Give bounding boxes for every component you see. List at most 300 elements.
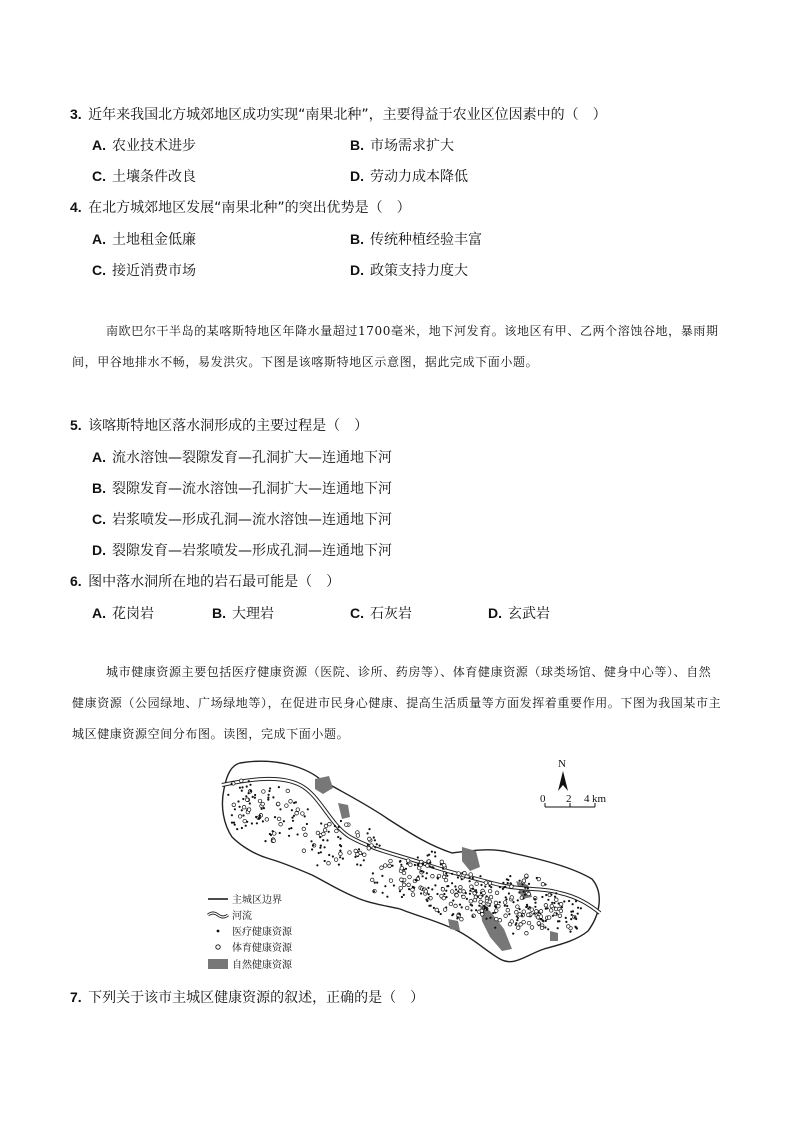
resource-dot [479, 895, 483, 899]
resource-dot [291, 809, 293, 811]
resource-dot [498, 918, 502, 922]
resource-dot [324, 846, 326, 848]
option-a[interactable]: A. 花岗岩 [92, 605, 154, 622]
resource-dot [470, 904, 472, 906]
option-b[interactable]: B. 裂隙发育—流水溶蚀—孔洞扩大—连通地下河 [92, 480, 392, 497]
resource-dot [454, 904, 458, 908]
resource-dot [534, 906, 536, 908]
resource-dot [469, 873, 473, 877]
resource-dot [259, 815, 261, 817]
resource-dot [262, 790, 266, 794]
resource-dot [388, 864, 392, 868]
resource-dot [241, 809, 243, 811]
resource-dot [372, 872, 374, 874]
resource-dot [490, 886, 492, 888]
resource-dot [262, 820, 264, 822]
resource-dot [279, 832, 281, 834]
resource-dot [322, 832, 326, 836]
resource-dot [374, 846, 376, 848]
resource-dot [472, 888, 474, 890]
resource-dot [421, 863, 423, 865]
resource-dot [460, 917, 464, 921]
resource-dot [557, 927, 559, 929]
resource-dot [233, 822, 235, 824]
resource-dot [457, 891, 459, 893]
resource-dot [478, 905, 480, 907]
resource-dot [515, 924, 517, 926]
resource-dot [475, 882, 479, 886]
resource-dot [261, 808, 263, 810]
resource-dot [400, 864, 402, 866]
resource-dot [506, 878, 508, 880]
resource-dot [545, 920, 547, 922]
resource-dot [436, 893, 438, 895]
resource-dot [356, 834, 360, 838]
resource-dot [442, 868, 444, 870]
resource-dot [549, 909, 553, 913]
resource-dot [462, 895, 466, 899]
resource-dot [455, 889, 457, 891]
option-a[interactable]: A. 流水溶蚀—裂隙发育—孔洞扩大—连通地下河 [92, 449, 392, 466]
question-stem: 图中落水洞所在地的岩石最可能是（ ） [88, 574, 341, 590]
resource-dot [580, 907, 582, 909]
resource-dot [422, 875, 424, 877]
resource-dot [413, 887, 415, 889]
resource-dot [426, 864, 430, 868]
question-number: 7. [70, 989, 82, 1005]
resource-dot [401, 896, 403, 898]
resource-dot [547, 928, 549, 930]
resource-dot [231, 783, 233, 785]
resource-dot [318, 852, 320, 854]
resource-dot [449, 902, 453, 906]
resource-dot [363, 859, 365, 861]
resource-dot [480, 909, 484, 913]
resource-dot [465, 906, 469, 910]
resource-dot [429, 862, 431, 864]
resource-dot [486, 895, 488, 897]
resource-dot [319, 836, 321, 838]
resource-dot [517, 899, 519, 901]
resource-dot [454, 885, 456, 887]
resource-dot [338, 864, 340, 866]
question-3 [70, 104, 607, 124]
resource-dot [261, 802, 265, 806]
option-d[interactable]: D. 政策支持力度大 [350, 262, 468, 279]
resource-dot [469, 890, 471, 892]
resource-dot [516, 905, 520, 909]
resource-dot [441, 888, 445, 892]
resource-dot [428, 897, 430, 899]
resource-dot [251, 822, 253, 824]
resource-dot [367, 844, 369, 846]
resource-dot [469, 880, 471, 882]
resource-dot [324, 824, 328, 828]
resource-dot [306, 823, 308, 825]
resource-dot [425, 877, 427, 879]
resource-dot [488, 881, 492, 885]
resource-dot [445, 896, 447, 898]
resource-dot [534, 902, 536, 904]
resource-dot [231, 814, 233, 816]
resource-dot [339, 856, 341, 858]
resource-dot [539, 915, 543, 919]
question-number: 4. [70, 199, 82, 215]
resource-dot [272, 796, 274, 798]
resource-dot [416, 879, 418, 881]
resource-dot [499, 901, 501, 903]
resource-dot [526, 904, 528, 906]
resource-dot [380, 866, 384, 870]
resource-dot [265, 818, 269, 822]
resource-dot [285, 804, 289, 808]
resource-dot [304, 815, 306, 817]
resource-dot [438, 911, 440, 913]
resource-dot [457, 876, 459, 878]
resource-dot [434, 851, 436, 853]
resource-dot [475, 891, 477, 893]
resource-dot [512, 933, 514, 935]
resource-dot [434, 884, 436, 886]
scale-2: 2 [566, 793, 572, 805]
resource-dot [292, 820, 294, 822]
resource-dot [376, 882, 378, 884]
resource-dot [249, 802, 251, 804]
resource-dot [320, 822, 322, 824]
resource-dot [488, 889, 492, 893]
resource-dot [429, 865, 431, 867]
resource-dot [368, 828, 370, 830]
resource-dot [529, 906, 531, 908]
option-b[interactable]: B. 大理岩 [212, 605, 274, 622]
resource-dot [293, 815, 295, 817]
resource-dot [399, 890, 401, 892]
legend-natural: 自然健康资源 [232, 960, 292, 971]
resource-dot [241, 827, 243, 829]
resource-dot [254, 797, 256, 799]
resource-dot [539, 910, 543, 914]
resource-dot [567, 925, 571, 929]
resource-dot [550, 894, 552, 896]
resource-dot [242, 798, 244, 800]
resource-dot [523, 891, 525, 893]
option-c[interactable]: C. 土壤条件改良 [92, 168, 196, 185]
resource-dot [323, 828, 327, 832]
resource-dot [495, 909, 499, 913]
resource-dot [267, 797, 269, 799]
resource-dot [302, 827, 306, 831]
resource-dot [442, 875, 446, 879]
question-stem: 近年来我国北方城郊地区成功实现“南果北种”，主要得益于农业区位因素中的（ ） [88, 107, 607, 123]
resource-dot [246, 785, 248, 787]
resource-dot [324, 860, 326, 862]
resource-dot [469, 877, 471, 879]
resource-dot [456, 917, 458, 919]
resource-dot [504, 905, 506, 907]
resource-dot [426, 872, 428, 874]
resource-dot [461, 906, 463, 908]
resource-dot [241, 786, 243, 788]
resource-dot [512, 901, 514, 903]
resource-dot [534, 898, 536, 900]
resource-dot [437, 877, 439, 879]
resource-dot [452, 899, 454, 901]
resource-dot [475, 889, 477, 891]
resource-dot [516, 915, 518, 917]
resource-dot [259, 817, 261, 819]
resource-dot [499, 886, 501, 888]
resource-dot [354, 856, 356, 858]
resource-dot [295, 811, 299, 815]
resource-dot [547, 907, 549, 909]
question-6 [70, 571, 340, 591]
option-c[interactable]: C. 石灰岩 [350, 605, 412, 622]
scale-4: 4 [584, 793, 590, 805]
resource-dot [495, 917, 499, 921]
resource-dot [310, 840, 312, 842]
resource-dot [484, 885, 486, 887]
resource-dot [328, 822, 332, 826]
resource-dot [442, 896, 446, 900]
resource-dot [327, 861, 331, 865]
resource-dot [540, 918, 542, 920]
resource-dot [558, 914, 562, 918]
resource-dot [556, 913, 558, 915]
resource-dot [525, 931, 529, 935]
resource-dot [288, 828, 290, 830]
resource-dot [497, 904, 501, 908]
resource-dot [469, 893, 471, 895]
resource-dot [237, 800, 239, 802]
resource-dot [246, 821, 248, 823]
health-resource-map [200, 755, 620, 980]
option-b[interactable]: B. 市场需求扩大 [350, 137, 454, 154]
legend-medical: 医疗健康资源 [232, 927, 292, 938]
resource-dot [264, 840, 266, 842]
resource-dot [524, 894, 526, 896]
resource-dot [407, 883, 411, 887]
reading-passage: 城市健康资源主要包括医疗健康资源（医院、诊所、药房等）、体育健康资源（球类场馆、健身中心等）、自然健康资源（公园绿地、广场绿地等），在促进市民身心健康、提高生活质量等方面发挥着重要作用。下图为我国某市主城区健康资源空间分布图。读图，完成下面小题。 [72, 665, 722, 741]
resource-dot [288, 835, 290, 837]
resource-dot [268, 790, 270, 792]
resource-dot [417, 856, 419, 858]
resource-dot [574, 916, 576, 918]
resource-dot [510, 896, 514, 900]
resource-dot [384, 885, 386, 887]
question-4 [70, 197, 411, 217]
resource-dot [462, 890, 466, 894]
resource-dot [504, 914, 508, 918]
question-stem: 在北方城郊地区发展“南果北种”的突出优势是（ ） [88, 200, 411, 216]
resource-dot [550, 904, 554, 908]
question-number: 3. [70, 106, 82, 122]
option-b[interactable]: B. 传统种植经验丰富 [350, 231, 482, 248]
resource-dot [316, 864, 318, 866]
resource-dot [440, 860, 444, 864]
resource-dot [316, 831, 320, 835]
resource-dot [319, 847, 321, 849]
resource-dot [254, 794, 256, 796]
resource-dot [382, 892, 384, 894]
resource-dot [473, 898, 477, 902]
resource-dot [339, 852, 343, 856]
resource-dot [447, 885, 449, 887]
resource-dot [527, 892, 531, 896]
resource-dot [399, 860, 401, 862]
resource-dot [459, 904, 461, 906]
resource-dot [337, 836, 339, 838]
resource-dot [570, 918, 572, 920]
option-c[interactable]: C. 岩浆喷发—形成孔洞—流水溶蚀—连通地下河 [92, 511, 392, 528]
resource-dot [431, 888, 433, 890]
resource-dot [482, 891, 486, 895]
resource-dot [536, 877, 538, 879]
resource-dot [530, 908, 534, 912]
resource-dot [451, 882, 453, 884]
resource-dot [320, 851, 322, 853]
resource-dot [431, 851, 433, 853]
resource-dot [443, 908, 447, 912]
resource-dot [400, 866, 404, 870]
resource-dot [544, 883, 546, 885]
resource-dot [505, 898, 507, 900]
resource-dot [348, 851, 352, 855]
resource-dot [339, 850, 341, 852]
resource-dot [328, 831, 330, 833]
resource-dot [342, 858, 344, 860]
resource-dot [428, 854, 430, 856]
resource-dot [227, 794, 229, 796]
resource-dot [242, 814, 244, 816]
resource-dot [374, 839, 376, 841]
resource-dot [555, 898, 559, 902]
resource-dot [502, 882, 504, 884]
resource-dot [577, 913, 579, 915]
resource-dot [304, 833, 308, 837]
resource-dot [386, 896, 388, 898]
resource-dot [402, 883, 406, 887]
resource-dot [239, 806, 241, 808]
resource-dot [482, 902, 486, 906]
resource-dot [263, 807, 265, 809]
resource-dot [569, 931, 571, 933]
resource-dot [431, 866, 433, 868]
resource-dot [368, 837, 372, 841]
resource-dot [541, 882, 545, 886]
resource-dot [354, 849, 358, 853]
legend-sports: 体育健康资源 [232, 943, 292, 954]
resource-dot [572, 903, 574, 905]
resource-dot [485, 918, 487, 920]
resource-dot [518, 891, 520, 893]
resource-dot [268, 794, 270, 796]
option-a[interactable]: A. 农业技术进步 [92, 137, 196, 154]
resource-dot [507, 882, 509, 884]
resource-dot [245, 798, 249, 802]
resource-dot [234, 808, 236, 810]
option-a[interactable]: A. 土地租金低廉 [92, 231, 196, 248]
resource-dot [559, 909, 563, 913]
question-5 [70, 415, 368, 435]
resource-dot [541, 896, 543, 898]
resource-dot [431, 874, 435, 878]
resource-dot [279, 808, 281, 810]
resource-dot [554, 896, 556, 898]
resource-dot [525, 906, 527, 908]
resource-dot [389, 859, 393, 863]
resource-dot [383, 864, 387, 868]
resource-dot [452, 913, 454, 915]
resource-dot [457, 872, 461, 876]
resource-dot [414, 864, 416, 866]
resource-dot [470, 909, 472, 911]
map-legend [208, 893, 293, 971]
resource-dot [525, 874, 529, 878]
option-d[interactable]: D. 玄武岩 [488, 605, 550, 622]
option-d[interactable]: D. 劳动力成本降低 [350, 168, 468, 185]
resource-dot [443, 893, 445, 895]
resource-dot [553, 902, 555, 904]
resource-dot [374, 882, 376, 884]
resource-dot [442, 864, 446, 868]
resource-dot [547, 916, 551, 920]
resource-dot [400, 878, 404, 882]
resource-dot [509, 882, 511, 884]
question-number: 5. [70, 417, 82, 433]
resource-dot [428, 893, 430, 895]
resource-dot [406, 863, 408, 865]
resource-dot [461, 878, 463, 880]
resource-dot [358, 848, 360, 850]
resource-dot [239, 787, 241, 789]
resource-dot [249, 784, 251, 786]
resource-dot [455, 894, 459, 898]
resource-dot [518, 913, 522, 917]
resource-dot [540, 926, 544, 930]
scale-unit: km [592, 793, 607, 805]
resource-dot [516, 926, 520, 930]
resource-dot [422, 871, 424, 873]
resource-dot [302, 849, 306, 853]
option-d[interactable]: D. 裂隙发育—岩浆喷发—形成孔洞—连通地下河 [92, 542, 392, 559]
resource-dot [252, 796, 254, 798]
resource-dot [379, 845, 381, 847]
legend-river: 河流 [232, 911, 252, 922]
resource-dot [301, 812, 305, 816]
resource-dot [484, 881, 488, 885]
resource-dot [522, 920, 526, 924]
resource-dot [527, 887, 529, 889]
resource-dot [279, 822, 283, 826]
resource-dot [338, 826, 340, 828]
option-c[interactable]: C. 接近消费市场 [92, 262, 196, 279]
resource-dot [547, 899, 549, 901]
resource-dot [542, 920, 544, 922]
resource-dot [389, 879, 393, 883]
resource-dot [256, 822, 258, 824]
question-number: 6. [70, 573, 82, 589]
resource-dot [272, 839, 276, 843]
resource-dot [492, 912, 494, 914]
resource-dot [274, 816, 276, 818]
resource-dot [565, 917, 567, 919]
resource-dot [356, 863, 358, 865]
resource-dot [445, 872, 447, 874]
resource-dot [320, 845, 322, 847]
reading-passage: 南欧巴尔干半岛的某喀斯特地区年降水量超过1700毫米，地下河发育。该地区有甲、乙两个溶蚀谷地，暴雨期间，甲谷地排水不畅，易发洪灾。下图是该喀斯特地区示意图，据此完成下面小题。 [72, 324, 719, 369]
resource-dot [571, 914, 573, 916]
resource-dot [332, 855, 334, 857]
